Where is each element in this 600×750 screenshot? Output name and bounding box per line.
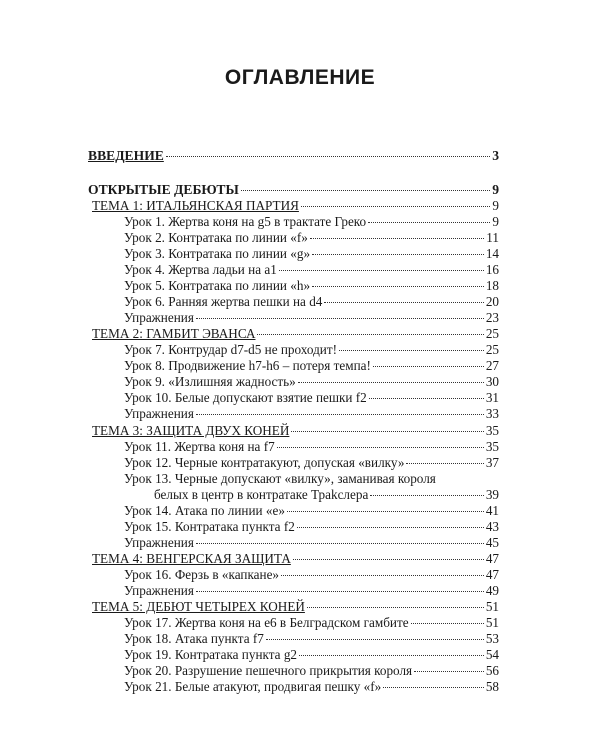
dot-leader: [166, 156, 490, 157]
toc-entry-text: Урок 20. Разрушение пешечного прикрытия короля: [124, 663, 413, 678]
dot-leader: [196, 591, 484, 592]
toc-entry-section: [88, 182, 499, 198]
toc-entry-text: Урок 2. Контратака по линии «f»: [124, 230, 308, 245]
toc-entry-lesson: [124, 342, 499, 358]
dot-leader: [291, 431, 483, 432]
toc-entry-lesson: [124, 214, 499, 230]
dot-leader: [383, 687, 484, 688]
toc-page-number: 31: [485, 390, 499, 405]
toc-entry-lesson: [124, 439, 499, 455]
dot-leader: [257, 334, 483, 335]
toc-page-number: 11: [486, 230, 499, 245]
toc-entry-text: Урок 4. Жертва ладьи на a1: [124, 262, 277, 277]
dot-leader: [307, 607, 484, 608]
toc-entry-lesson: [124, 615, 499, 631]
toc-page-number: 54: [485, 647, 499, 662]
toc-page-number: 58: [485, 679, 499, 694]
dot-leader: [310, 238, 484, 239]
toc-entry-text: Упражнения: [124, 583, 194, 598]
dot-leader: [299, 655, 484, 656]
toc-page-number: 41: [485, 503, 499, 518]
toc-entry-text: ТЕМА 5: ДЕБЮТ ЧЕТЫРЕХ КОНЕЙ: [92, 599, 305, 614]
toc-page-number: 51: [485, 615, 499, 630]
dot-leader: [277, 447, 484, 448]
dot-leader: [279, 270, 484, 271]
toc-entry-text: Урок 9. «Излишняя жадность»: [124, 374, 296, 389]
dot-leader: [339, 350, 484, 351]
toc-page-number: 9: [492, 182, 499, 197]
toc-page-number: 43: [485, 519, 499, 534]
toc-page-number: 35: [485, 423, 499, 438]
dot-leader: [241, 190, 490, 191]
toc-entry-text: Урок 7. Контрудар d7-d5 не проходит!: [124, 342, 338, 357]
toc-page-number: 45: [485, 535, 499, 550]
toc-entry-text: Урок 15. Контратака пункта f2: [124, 519, 295, 534]
toc-page-number: 25: [485, 326, 499, 341]
dot-leader: [406, 463, 483, 464]
toc-entry-text: Урок 11. Жертва коня на f7: [124, 439, 275, 454]
toc-entry-lesson: [124, 262, 499, 278]
dot-leader: [373, 366, 484, 367]
toc-entry-text: Урок 1. Жертва коня на g5 в трактате Греко: [124, 214, 367, 229]
dot-leader: [297, 527, 484, 528]
toc-page-number: 39: [485, 487, 499, 502]
toc-entry-lesson: [124, 567, 499, 583]
toc-page-number: 23: [485, 310, 499, 325]
dot-leader: [298, 382, 484, 383]
toc-page-number: 33: [485, 406, 499, 421]
toc-page-number: 51: [485, 599, 499, 614]
toc-entry-text: Урок 3. Контратака по линии «g»: [124, 246, 311, 261]
toc-entry-lesson: [124, 519, 499, 535]
toc-entry-exercises: [124, 535, 499, 551]
dot-leader: [196, 318, 484, 319]
toc-entry-lesson: [124, 230, 499, 246]
page-title: ОГЛАВЛЕНИЕ: [224, 66, 376, 89]
toc-entry-lesson: [124, 278, 499, 294]
toc-entry-lesson: [124, 374, 499, 390]
toc-entry-lesson: [124, 358, 499, 374]
dot-leader: [312, 286, 484, 287]
toc-entry-text: ТЕМА 3: ЗАЩИТА ДВУХ КОНЕЙ: [92, 423, 290, 438]
toc-entry-theme: [92, 599, 499, 615]
toc-entry-lesson: [124, 455, 499, 471]
toc-entry-intro: [88, 148, 499, 164]
dot-leader: [324, 302, 483, 303]
dot-leader: [369, 398, 484, 399]
toc-entry-text: Упражнения: [124, 310, 194, 325]
toc-entry-theme: [92, 326, 499, 342]
toc-page-number: 9: [492, 198, 499, 213]
toc-entry-text: белых в центр в контратаке Трakслера: [154, 487, 369, 502]
toc-entry-lesson: [124, 647, 499, 663]
toc-entry-lesson: [124, 246, 499, 262]
toc-entry-text: Урок 12. Черные контратакуют, допуская «вилку»: [124, 455, 405, 470]
dot-leader: [312, 254, 484, 255]
toc-page-number: 20: [485, 294, 499, 309]
toc-page-number: 47: [485, 551, 499, 566]
toc-page-number: 35: [485, 439, 499, 454]
toc-page-number: 30: [485, 374, 499, 389]
dot-leader: [196, 414, 484, 415]
toc-entry-exercises: [124, 406, 499, 422]
toc-entry-lesson: [154, 487, 499, 503]
toc-page-number: 37: [485, 455, 499, 470]
toc-entry-text: Упражнения: [124, 535, 194, 550]
toc-entry-exercises: [124, 310, 499, 326]
toc-entry-lesson: [124, 663, 499, 679]
dot-leader: [370, 495, 484, 496]
toc-page-number: 47: [485, 567, 499, 582]
toc-entry-text: Урок 21. Белые атакуют, продвигая пешку «f»: [124, 679, 382, 694]
dot-leader: [368, 222, 490, 223]
toc-entry-text: Урок 5. Контратака по линии «h»: [124, 278, 311, 293]
toc-entry-exercises: [124, 583, 499, 599]
toc-entry-theme: [92, 198, 499, 214]
toc-entry-text: ТЕМА 4: ВЕНГЕРСКАЯ ЗАЩИТА: [92, 551, 291, 566]
dot-leader: [196, 543, 484, 544]
toc-entry-lesson: [124, 503, 499, 519]
toc-page-number: 3: [492, 148, 499, 163]
toc-entry-lesson: [124, 679, 499, 695]
toc-entry-text: ТЕМА 1: ИТАЛЬЯНСКАЯ ПАРТИЯ: [92, 198, 299, 213]
toc-page-number: 27: [485, 358, 499, 373]
dot-leader: [287, 511, 484, 512]
toc-entry-text: Упражнения: [124, 406, 194, 421]
toc-page-number: 14: [485, 246, 499, 261]
toc-entry-text: ОТКРЫТЫЕ ДЕБЮТЫ: [88, 182, 239, 197]
toc-page-number: 56: [485, 663, 499, 678]
toc-entry-lesson: [124, 294, 499, 310]
toc-entry-lesson-line1: Урок 13. Черные допускают «вилку», заманивая короля: [124, 471, 436, 486]
toc-entry-text: Урок 17. Жертва коня на е6 в Белградском гамбите: [124, 615, 409, 630]
toc-entry-lesson: [124, 631, 499, 647]
dot-leader: [411, 623, 484, 624]
toc-page-number: 25: [485, 342, 499, 357]
dot-leader: [266, 639, 484, 640]
toc-entry-text: Урок 10. Белые допускают взятие пешки f2: [124, 390, 367, 405]
toc-entry-text: Урок 19. Контратака пункта g2: [124, 647, 298, 662]
toc-page-number: 16: [485, 262, 499, 277]
toc-page-number: 53: [485, 631, 499, 646]
toc-page-number: 9: [492, 214, 499, 229]
toc-page-number: 18: [485, 278, 499, 293]
toc-entry-lesson: [124, 390, 499, 406]
toc-entry-theme: [92, 423, 499, 439]
dot-leader: [301, 206, 490, 207]
dot-leader: [414, 671, 484, 672]
toc-entry-text: Урок 8. Продвижение h7-h6 – потеря темпа!: [124, 358, 371, 373]
toc-entry-text: ТЕМА 2: ГАМБИТ ЭВАНСА: [92, 326, 256, 341]
toc-entry-text: Урок 18. Атака пункта f7: [124, 631, 264, 646]
toc-entry-text: Урок 14. Атака по линии «е»: [124, 503, 285, 518]
toc-entry-theme: [92, 551, 499, 567]
toc-entry-text: ВВЕДЕНИЕ: [88, 148, 164, 163]
toc-entry-text: Урок 16. Ферзь в «капкане»: [124, 567, 280, 582]
dot-leader: [281, 575, 484, 576]
dot-leader: [293, 559, 484, 560]
toc-entry-text: Урок 6. Ранняя жертва пешки на d4: [124, 294, 323, 309]
toc-page-number: 49: [485, 583, 499, 598]
